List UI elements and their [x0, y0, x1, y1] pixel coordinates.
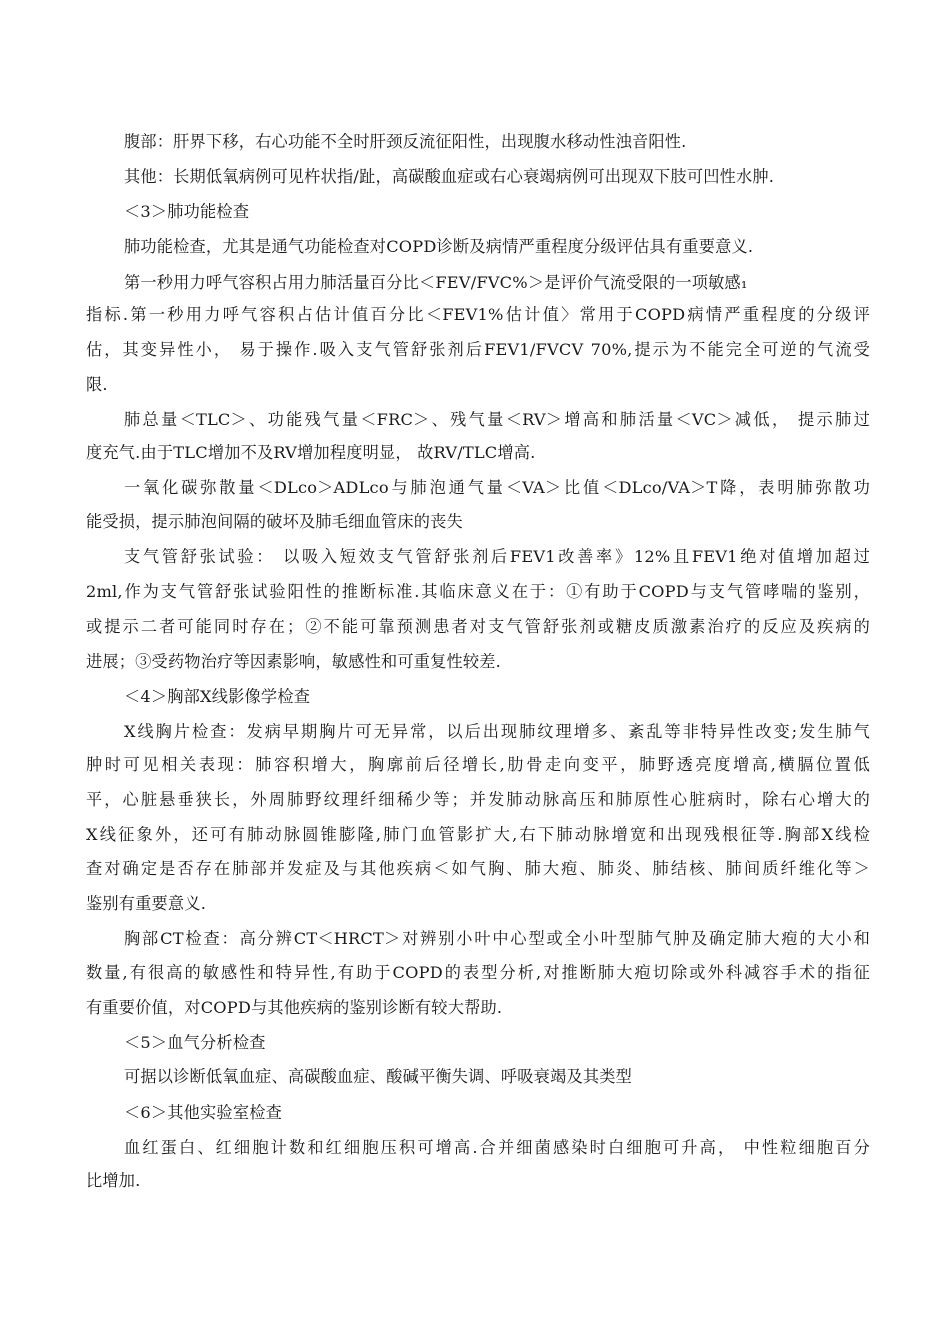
text-line: 指标.第一秒用力呼气容积占估计值百分比＜FEV1%估计值〉常用于COPD病情严重程度的分级评 — [86, 305, 870, 324]
text-line: 第一秒用力呼气容积占用力肺活量百分比＜FEV/FVC%＞是评价气流受限的一项敏感₁ — [124, 273, 748, 292]
text-line: 比增加. — [86, 1171, 141, 1190]
text-line: 一氧化碳弥散量＜DLco＞ADLco与肺泡通气量＜VA＞比值＜DLco/VA＞T降，表明肺弥散功 — [124, 478, 870, 497]
text-line: 腹部：肝界下移，右心功能不全时肝颈反流征阳性，出现腹水移动性浊音阳性. — [124, 132, 687, 151]
text-line: 肿时可见相关表现：肺容积增大，胸廓前后径增长,肋骨走向变平，肺野透亮度增高,横膈位置低 — [86, 755, 870, 774]
section-heading: ＜4＞胸部X线影像学检查 — [124, 687, 311, 706]
text-line: 胸部CT检查：高分辨CT＜HRCT＞对辨别小叶中心型或全小叶型肺气肿及确定肺大疱的大小和 — [124, 929, 870, 948]
text-line: 平，心脏悬垂狭长，外周肺野纹理纤细稀少等；并发肺动脉高压和肺原性心脏病时，除右心增大的 — [86, 790, 870, 809]
text-line: 鉴别有重要意义. — [86, 894, 207, 913]
text-line: 肺总量＜TLC＞、功能残气量＜FRC＞、残气量＜RV＞增高和肺活量＜VC＞减低， 提示肺过 — [124, 410, 870, 429]
text-line: 2ml,作为支气管舒张试验阳性的推断标准.其临床意义在于：①有助于COPD与支气管哮喘的鉴别， — [86, 582, 870, 601]
text-line: 限. — [86, 375, 108, 394]
text-line: 有重要价值，对COPD与其他疾病的鉴别诊断有较大帮助. — [86, 998, 503, 1017]
text-line: 可据以诊断低氧血症、高碳酸血症、酸碱平衡失调、呼吸衰竭及其类型 — [124, 1067, 633, 1086]
text-line: 其他：长期低氧病例可见杵状指/趾，高碳酸血症或右心衰竭病例可出现双下肢可凹性水肿. — [124, 167, 775, 186]
text-line: 数量,有很高的敏感性和特异性,有助于COPD的表型分析,对推断肺大疱切除或外科减容手术的指征 — [86, 963, 870, 982]
text-line: 查对确定是否存在肺部并发症及与其他疾病＜如气胸、肺大疱、肺炎、肺结核、肺间质纤维化等＞ — [86, 859, 870, 878]
text-line: 进展；③受药物治疗等因素影响，敏感性和可重复性较差. — [86, 652, 502, 671]
section-heading: ＜5＞血气分析检查 — [124, 1033, 266, 1052]
text-line: 度充气.由于TLC增加不及RV增加程度明显， 故RV/TLC增高. — [86, 443, 536, 462]
section-heading: ＜6＞其他实验室检查 — [124, 1103, 282, 1122]
text-line: 支气管舒张试验： 以吸入短效支气管舒张剂后FEV1改善率》12%且FEV1绝对值增加超过 — [124, 547, 870, 566]
text-line: X线征象外，还可有肺动脉圆锥膨隆,肺门血管影扩大,右下肺动脉增宽和出现残根征等.胸部X线检 — [86, 825, 870, 844]
text-line: 肺功能检查，尤其是通气功能检查对COPD诊断及病情严重程度分级评估具有重要意义. — [124, 237, 754, 256]
text-line: 能受损，提示肺泡间隔的破坏及肺毛细血管床的丧失 — [86, 512, 463, 531]
text-line: 估，其变异性小， 易于操作.吸入支气管舒张剂后FEV1/FVCV 70%,提示为不能完全可逆的气流受 — [86, 340, 870, 359]
section-heading: ＜3＞肺功能检查 — [124, 202, 250, 221]
text-line: X线胸片检查：发病早期胸片可无异常，以后出现肺纹理增多、紊乱等非特异性改变;发生肺气 — [124, 722, 870, 741]
text-line: 血红蛋白、红细胞计数和红细胞压积可增高.合并细菌感染时白细胞可升高， 中性粒细胞百分 — [124, 1138, 870, 1157]
text-line: 或提示二者可能同时存在；②不能可靠预测患者对支气管舒张剂或糖皮质激素治疗的反应及疾病的 — [86, 617, 870, 636]
